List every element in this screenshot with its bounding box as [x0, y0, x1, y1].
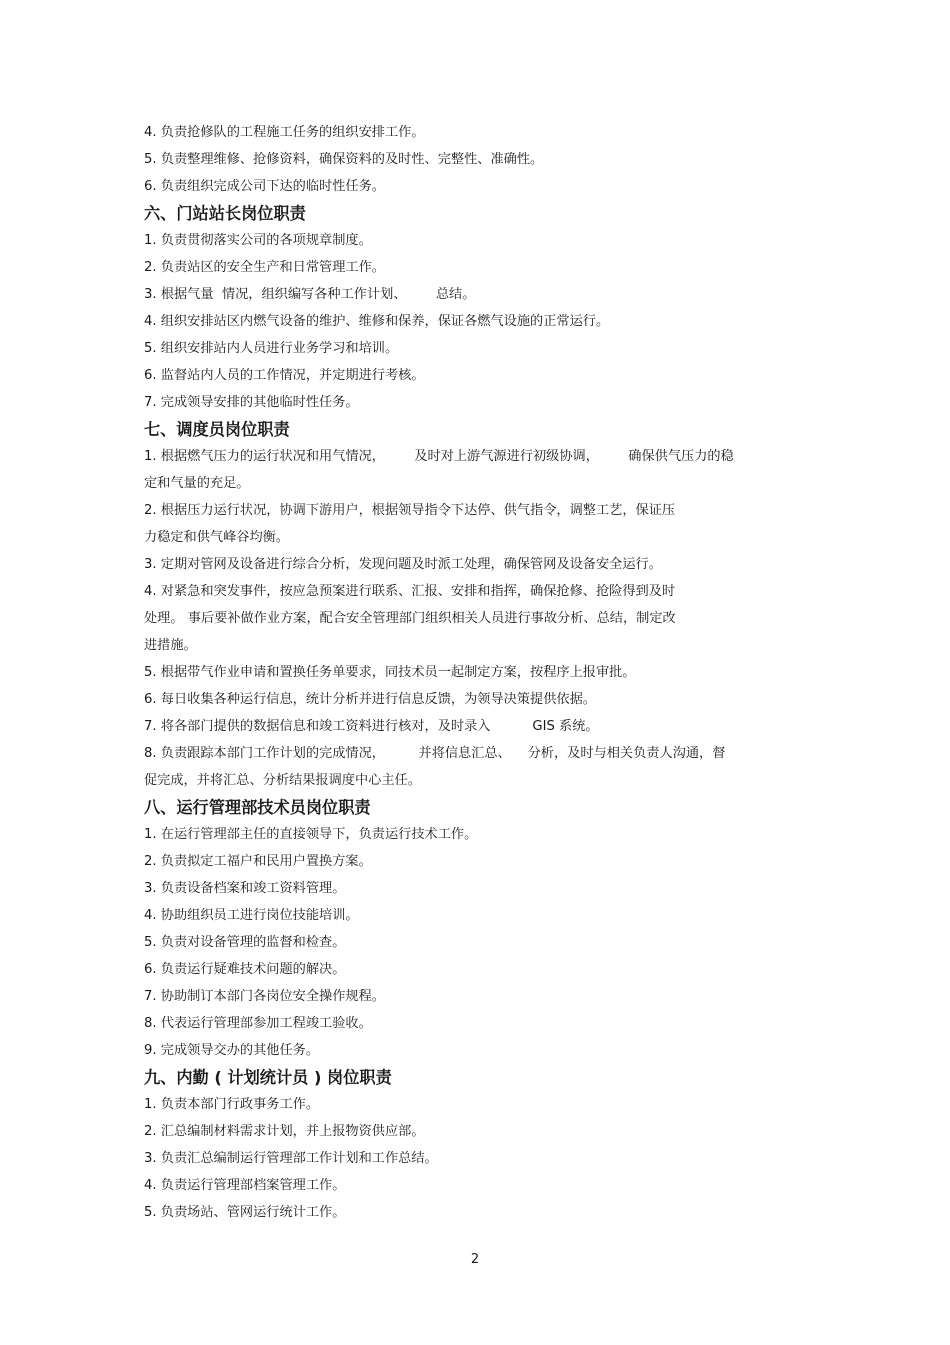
list-item: 9. 完成领导交办的其他任务。: [144, 1043, 320, 1058]
list-item-line: 1. 根据燃气压力的运行状况和用气情况， 及时对上游气源进行初级协调， 确保供气压力的稳: [144, 449, 734, 464]
list-item: [144, 443, 804, 497]
section-6-list: [144, 227, 804, 416]
list-item-line: 定和气量的充足。: [144, 476, 250, 491]
list-item: 2. 负责站区的安全生产和日常管理工作。: [144, 260, 385, 275]
document-body: [144, 119, 804, 1226]
page-number: 2: [470, 1252, 480, 1267]
list-item: [144, 551, 804, 578]
list-item: [144, 578, 804, 659]
list-item: [144, 740, 804, 794]
list-item: [144, 713, 804, 740]
list-item: 2. 汇总编制材料需求计划，并上报物资供应部。: [144, 1124, 425, 1139]
list-item-line: 处理。 事后要补做作业方案，配合安全管理部门组织相关人员进行事故分析、总结，制定改: [144, 611, 676, 626]
list-item: 7. 协助制订本部门各岗位安全操作规程。: [144, 989, 385, 1004]
list-item-line: 2. 根据压力运行状况，协调下游用户，根据领导指令下达停、供气指令，调整工艺，保证压: [144, 503, 676, 518]
list-item: 3. 根据气量 情况，组织编写各种工作计划、 总结。: [144, 287, 476, 302]
section-5-list: [144, 119, 804, 200]
section-6-heading: 六、门站站长岗位职责: [144, 204, 306, 223]
list-item-line: 促完成，并将汇总、分析结果报调度中心主任。: [144, 773, 421, 788]
list-item: 6. 负责组织完成公司下达的临时性任务。: [144, 179, 385, 194]
list-item: 5. 负责对设备管理的监督和检查。: [144, 935, 346, 950]
list-item-line: 8. 负责跟踪本部门工作计划的完成情况， 并将信息汇总、 分析，及时与相关负责人沟通，督: [144, 746, 726, 761]
list-item: [144, 686, 804, 713]
list-item: [144, 497, 804, 551]
list-item: 1. 在运行管理部主任的直接领导下，负责运行技术工作。: [144, 827, 478, 842]
list-item: 6. 负责运行疑难技术问题的解决。: [144, 962, 346, 977]
section-7-heading: 七、调度员岗位职责: [144, 420, 290, 439]
section-9-list: [144, 1091, 804, 1226]
section-7-list: [144, 443, 804, 794]
list-item: 5. 负责整理维修、抢修资料，确保资料的及时性、完整性、准确性。: [144, 152, 544, 167]
list-item: 5. 组织安排站内人员进行业务学习和培训。: [144, 341, 399, 356]
list-item-line: 3. 定期对管网及设备进行综合分析，发现问题及时派工处理，确保管网及设备安全运行。: [144, 557, 662, 572]
list-item-line: 6. 每日收集各种运行信息，统计分析并进行信息反馈，为领导决策提供依据。: [144, 692, 596, 707]
list-item: 7. 完成领导安排的其他临时性任务。: [144, 395, 359, 410]
list-item: 1. 负责本部门行政事务工作。: [144, 1097, 320, 1112]
list-item: 3. 负责设备档案和竣工资料管理。: [144, 881, 346, 896]
section-9-heading: 九、内勤 ( 计划统计员 ) 岗位职责: [144, 1068, 392, 1087]
list-item: 1. 负责贯彻落实公司的各项规章制度。: [144, 233, 372, 248]
list-item: 6. 监督站内人员的工作情况，并定期进行考核。: [144, 368, 425, 383]
list-item-line: 力稳定和供气峰谷均衡。: [144, 530, 290, 545]
section-8-heading: 八、运行管理部技术员岗位职责: [144, 798, 371, 817]
list-item: 8. 代表运行管理部参加工程竣工验收。: [144, 1016, 372, 1031]
list-item: 4. 负责抢修队的工程施工任务的组织安排工作。: [144, 125, 425, 140]
list-item: 5. 负责场站、管网运行统计工作。: [144, 1205, 346, 1220]
section-8-list: [144, 821, 804, 1064]
list-item-line: 4. 对紧急和突发事件，按应急预案进行联系、汇报、安排和指挥，确保抢修、抢险得到及时: [144, 584, 676, 599]
list-item: 2. 负责拟定工福户和民用户置换方案。: [144, 854, 372, 869]
list-item-line: 5. 根据带气作业申请和置换任务单要求，同技术员一起制定方案，按程序上报审批。: [144, 665, 636, 680]
list-item: 4. 负责运行管理部档案管理工作。: [144, 1178, 346, 1193]
list-item-line: 进措施。: [144, 638, 197, 653]
list-item: 4. 组织安排站区内燃气设备的维护、维修和保养，保证各燃气设施的正常运行。: [144, 314, 610, 329]
list-item: [144, 659, 804, 686]
list-item: 4. 协助组织员工进行岗位技能培训。: [144, 908, 359, 923]
list-item-line: 7. 将各部门提供的数据信息和竣工资料进行核对，及时录入 GIS 系统。: [144, 719, 599, 734]
list-item: 3. 负责汇总编制运行管理部工作计划和工作总结。: [144, 1151, 438, 1166]
